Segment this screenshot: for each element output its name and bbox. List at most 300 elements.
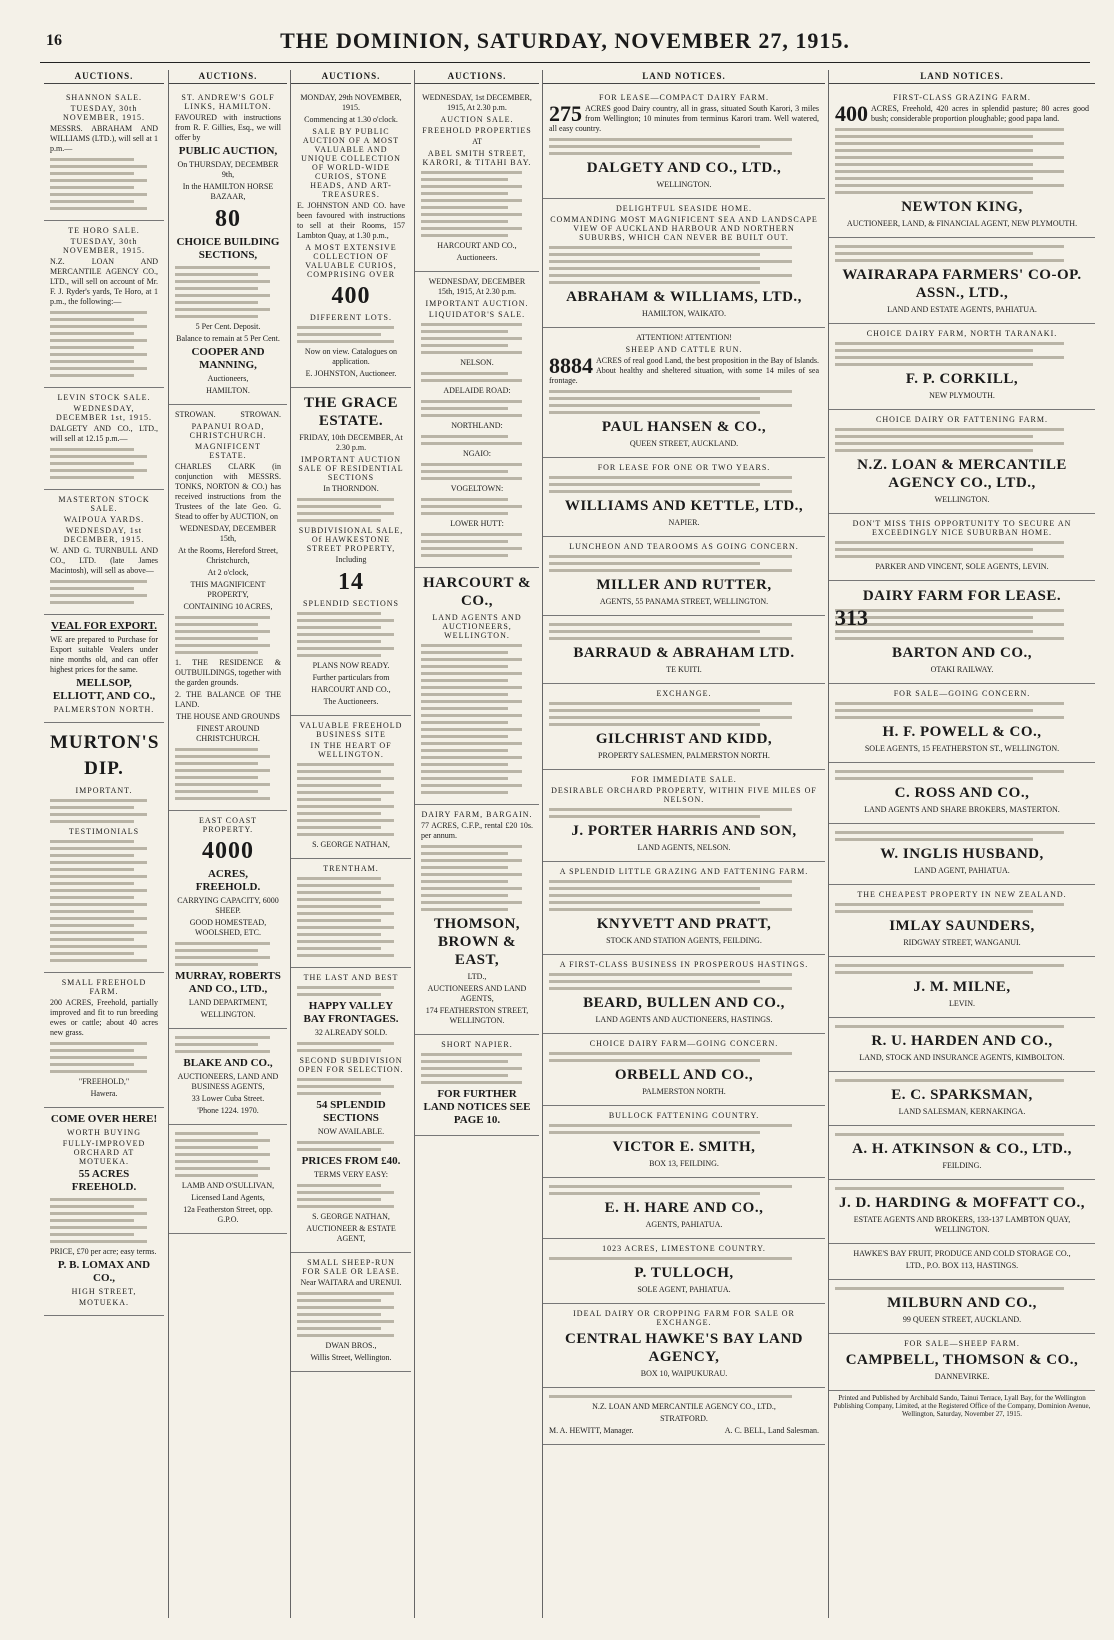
ad-fine-print bbox=[421, 1053, 533, 1084]
column-land-notices bbox=[542, 70, 825, 1618]
ad-grazing-farm bbox=[543, 862, 825, 955]
ad-feilding-atkinson bbox=[829, 1126, 1095, 1180]
ad-subtitle: SPLENDID SECTIONS bbox=[303, 599, 399, 608]
ad-subtitle: IMPORTANT. bbox=[75, 786, 133, 795]
ad-fine-print bbox=[50, 448, 158, 479]
ad-fine-print bbox=[297, 326, 405, 343]
ad-karori-auction bbox=[415, 88, 539, 272]
ad-fine-print bbox=[835, 1133, 1089, 1136]
ad-place: Hawera. bbox=[90, 1089, 118, 1098]
ad-date: WEDNESDAY, DECEMBER 1st, 1915. bbox=[56, 404, 152, 422]
ad-detail: AT bbox=[472, 137, 482, 146]
advertiser-name: S. GEORGE NATHAN, bbox=[312, 1212, 390, 1221]
ad-subtitle: IN THE HEART OF WELLINGTON. bbox=[310, 741, 392, 759]
column-header: LAND NOTICES. bbox=[829, 70, 1095, 84]
acre-count: 313 bbox=[835, 605, 868, 630]
ad-title: VEAL FOR EXPORT. bbox=[50, 620, 158, 632]
ad-subtitle: WORTH BUYING bbox=[67, 1128, 141, 1137]
ad-title: EAST COAST PROPERTY. bbox=[198, 816, 258, 834]
ad-fine-print bbox=[835, 1187, 1089, 1190]
ad-fine-print bbox=[297, 877, 405, 957]
advertiser-name: W. INGLIS HUSBAND, bbox=[880, 846, 1044, 862]
ad-title: SMALL SHEEP-RUN FOR SALE OR LEASE. bbox=[302, 1258, 400, 1276]
ad-masterton-stock-sale bbox=[44, 490, 164, 615]
advertiser-role: AUCTIONEERS, LAND AND BUSINESS AGENTS, bbox=[177, 1072, 279, 1091]
ad-fine-print bbox=[50, 158, 158, 210]
ad-title: DAIRY FARM FOR LEASE. bbox=[862, 588, 1062, 604]
ad-subtitle: A MOST EXTENSIVE COLLECTION OF VALUABLE CURIOS, COMPRISING OVER bbox=[305, 243, 397, 279]
advertiser-town: WELLINGTON. bbox=[934, 495, 990, 504]
ad-date: WEDNESDAY, 1st DECEMBER, 1915, At 2.30 p.m. bbox=[422, 93, 532, 112]
advertiser-role: AUCTIONEERS AND LAND AGENTS, bbox=[427, 984, 527, 1003]
ad-terms: 5 Per Cent. Deposit. bbox=[195, 322, 261, 331]
ad-kimbolton bbox=[829, 1018, 1095, 1072]
ad-date: WEDNESDAY, 1st DECEMBER, 1915. bbox=[63, 526, 145, 544]
ad-title: SHEEP AND CATTLE RUN. bbox=[625, 345, 743, 354]
ad-subtitle: HAPPY VALLEY BAY FRONTAGES. bbox=[303, 1000, 399, 1025]
advertiser-name: THOMSON, BROWN & EAST, bbox=[433, 916, 521, 968]
ad-levin-milne bbox=[829, 957, 1095, 1018]
ad-body: 200 ACRES, Freehold, partially improved and fit to run breeding ewes or cattle; about 40 acres new grass. bbox=[50, 998, 158, 1037]
advertiser-role: LAND AGENTS AND AUCTIONEERS, HASTINGS. bbox=[595, 1015, 773, 1024]
advertiser-role: Auctioneers, bbox=[207, 374, 249, 383]
ad-trentham bbox=[291, 859, 411, 968]
ad-fine-print bbox=[835, 831, 1089, 841]
column-4 bbox=[414, 70, 539, 1618]
column-header: AUCTIONS. bbox=[291, 70, 411, 84]
ad-subtitle: PUBLIC AUCTION, bbox=[178, 145, 278, 157]
ad-lambton-quay bbox=[829, 1180, 1095, 1244]
ad-title: EXCHANGE. bbox=[656, 689, 712, 698]
ad-fine-print bbox=[175, 1036, 281, 1053]
advertiser-role: AGENTS, PAHIATUA. bbox=[645, 1220, 723, 1229]
ad-title: 1023 ACRES, LIMESTONE COUNTRY. bbox=[602, 1244, 766, 1253]
ad-subtitle: SECOND SUBDIVISION OPEN FOR SELECTION. bbox=[298, 1056, 404, 1074]
ad-subtitle: PAPANUI ROAD, CHRISTCHURCH. bbox=[189, 422, 267, 440]
advertiser-name: LAMB AND O'SULLIVAN, bbox=[181, 1181, 275, 1190]
page-number: 16 bbox=[46, 32, 62, 49]
ad-title: CHOICE DAIRY FARM, NORTH TARANAKI. bbox=[866, 329, 1058, 338]
ad-dairy-bargain bbox=[415, 805, 539, 1035]
ad-seaside-home bbox=[543, 199, 825, 328]
ad-fine-print bbox=[835, 245, 1089, 262]
ad-place: In THORNDON. bbox=[323, 484, 379, 493]
ad-body: CHARLES CLARK (in conjunction with MESSRS. TONKS, NORTON & CO.) has received instructions from the Trustees of the late Geo. G. Stead to offer by AUCTION, on bbox=[175, 462, 281, 521]
ad-title: BULLOCK FATTENING COUNTRY. bbox=[608, 1111, 760, 1120]
advertiser-role: SOLE AGENT, PAHIATUA. bbox=[637, 1285, 731, 1294]
ad-subtitle: WAIPOUA YARDS. bbox=[63, 515, 145, 524]
ad-golf-links bbox=[169, 88, 287, 405]
locality: LOWER HUTT: bbox=[450, 519, 504, 528]
advertiser-name: E. H. HARE AND CO., bbox=[604, 1200, 764, 1216]
ad-fine-print bbox=[297, 763, 405, 836]
ad-nelson-orchard bbox=[543, 770, 825, 862]
ad-title: LUNCHEON AND TEAROOMS AS GOING CONCERN. bbox=[569, 542, 799, 551]
advertiser-name: CAMPBELL, THOMSON & CO., bbox=[845, 1352, 1079, 1368]
column-2 bbox=[168, 70, 287, 1618]
ad-fine-print bbox=[297, 1292, 405, 1337]
advertiser-name: WAIRARAPA FARMERS' CO-OP. ASSN., LTD., bbox=[842, 267, 1082, 301]
see-also-note: FOR FURTHER LAND NOTICES SEE PAGE 10. bbox=[423, 1088, 531, 1126]
ad-title: THE LAST AND BEST bbox=[303, 973, 399, 982]
advertiser-name: PARKER AND VINCENT, SOLE AGENTS, LEVIN. bbox=[875, 562, 1049, 571]
advertiser-name: BEARD, BULLEN AND CO., bbox=[583, 995, 785, 1011]
ad-auckland-milburn bbox=[829, 1280, 1095, 1334]
ad-body: ACRES of real good Land, the best proposition in the Bay of Islands. About healthy and sheltered situation, with some 14 miles of sea frontage. bbox=[549, 356, 819, 385]
ad-body: N.Z. LOAN AND MERCANTILE AGENCY CO., LTD., will sell on account of Mr. F. J. Ryder's yards, Te Horo, at 1 p.m., the following:— bbox=[50, 257, 158, 306]
ad-acres: 55 ACRES FREEHOLD. bbox=[71, 1168, 137, 1193]
ad-title: MASTERTON STOCK SALE. bbox=[58, 495, 150, 513]
ad-title: CHOICE DAIRY FARM—GOING CONCERN. bbox=[589, 1039, 779, 1048]
lot-2: 2. THE BALANCE OF THE LAND. bbox=[175, 690, 281, 709]
advertiser-role: LAND DEPARTMENT, bbox=[188, 998, 268, 1007]
ad-detail: CARRYING CAPACITY, 6000 SHEEP. bbox=[177, 896, 279, 915]
advertiser-name: DALGETY AND CO., LTD., bbox=[586, 160, 782, 176]
advertiser-name: S. GEORGE NATHAN, bbox=[312, 840, 390, 849]
ad-grazing-farm-400 bbox=[829, 88, 1095, 238]
advertiser-name: BARTON AND CO., bbox=[891, 645, 1033, 661]
salesman-name: A. C. BELL, Land Salesman. bbox=[724, 1426, 819, 1435]
ad-hawkes-bay-fruit bbox=[829, 1244, 1095, 1280]
advertiser-phone: 'Phone 1224. 1970. bbox=[197, 1106, 259, 1115]
ad-note: PLANS NOW READY. bbox=[312, 661, 390, 670]
ad-come-over-here bbox=[44, 1108, 164, 1316]
ad-fine-print bbox=[835, 1079, 1089, 1082]
ad-fine-print bbox=[549, 246, 819, 284]
lot-1: 1. THE RESIDENCE & OUTBUILDINGS, together with the garden grounds. bbox=[175, 658, 281, 687]
ad-body: W. AND G. TURNBULL AND CO., LTD. (late James Macintosh), will sell as above— bbox=[50, 546, 158, 575]
ad-terms: TERMS VERY EASY: bbox=[314, 1170, 388, 1179]
ad-date: MONDAY, 29th NOVEMBER, 1915. bbox=[300, 93, 402, 112]
ad-title: TE HORO SALE. bbox=[68, 226, 140, 235]
advertiser-name: N.Z. LOAN AND MERCANTILE AGENCY CO., LTD., bbox=[592, 1402, 776, 1411]
ad-title: COME OVER HERE! bbox=[50, 1113, 158, 1125]
advertiser-name: J. M. MILNE, bbox=[913, 979, 1011, 995]
ad-fine-print bbox=[421, 644, 533, 794]
ad-fine-print bbox=[549, 702, 819, 726]
advertiser-name: A. H. ATKINSON & CO., LTD., bbox=[852, 1141, 1072, 1157]
strowan-labels bbox=[175, 410, 281, 420]
ad-business-site bbox=[291, 716, 411, 859]
ad-body: 77 ACRES, C.F.P., rental £20 10s. per annum. bbox=[421, 821, 533, 840]
advertiser-suffix: LTD., bbox=[467, 972, 487, 981]
ad-fine-print bbox=[50, 1198, 158, 1243]
ad-place: In the HAMILTON HORSE BAZAAR, bbox=[182, 182, 274, 201]
advertiser-role: LAND AGENTS AND SHARE BROKERS, MASTERTON. bbox=[864, 805, 1060, 814]
ad-date: FRIDAY, 10th DECEMBER, At 2.30 p.m. bbox=[299, 433, 403, 452]
ad-title: A SPLENDID LITTLE GRAZING AND FATTENING FARM. bbox=[559, 867, 809, 876]
advertiser-address: BOX 10, WAIPUKURAU. bbox=[640, 1369, 728, 1378]
ad-subtitle: DESIRABLE ORCHARD PROPERTY, WITHIN FIVE MILES OF NELSON. bbox=[551, 786, 817, 804]
advertiser-town: HAMILTON. bbox=[206, 386, 250, 395]
ad-place: Near WAITARA and URENUI. bbox=[300, 1278, 402, 1287]
contacts bbox=[549, 1426, 819, 1436]
ad-fine-print bbox=[175, 266, 281, 318]
ad-fine-print bbox=[549, 1185, 819, 1195]
advertiser-town: FEILDING. bbox=[942, 1161, 982, 1170]
advertiser-address: BOX 13, FEILDING. bbox=[649, 1159, 719, 1168]
ad-title: DELIGHTFUL SEASIDE HOME. bbox=[616, 204, 752, 213]
ad-fine-print bbox=[421, 171, 533, 237]
advertiser-town: OTAKI RAILWAY. bbox=[930, 665, 994, 674]
column-header: AUCTIONS. bbox=[169, 70, 287, 84]
ad-fine-print bbox=[297, 986, 405, 996]
ad-fine-print bbox=[50, 311, 158, 377]
advertiser-town: TE KUITI. bbox=[666, 665, 702, 674]
ad-subtitle: SUBDIVISIONAL SALE, Of HAWKESTONE STREET PROPERTY, bbox=[298, 526, 404, 553]
advertiser-name: R. U. HARDEN AND CO., bbox=[871, 1033, 1053, 1049]
advertiser-name: GILCHRIST AND KIDD, bbox=[595, 731, 773, 747]
advertiser-role: PROPERTY SALESMEN, PALMERSTON NORTH. bbox=[598, 751, 770, 760]
advertiser-role: LAND, STOCK AND INSURANCE AGENTS, KIMBOLTON. bbox=[859, 1053, 1065, 1062]
ad-title: SHANNON SALE. bbox=[65, 93, 143, 102]
advertiser-role: STOCK AND STATION AGENTS, FEILDING. bbox=[606, 936, 762, 945]
ad-grace-estate bbox=[291, 388, 411, 716]
advertiser-name: PAUL HANSEN & CO., bbox=[601, 419, 767, 435]
advertiser-name: BARRAUD & ABRAHAM LTD. bbox=[573, 645, 795, 661]
ad-veal-for-export bbox=[44, 615, 164, 723]
section-count: 14 bbox=[338, 569, 364, 595]
ad-signature: "FREEHOLD," bbox=[78, 1077, 130, 1086]
ad-murtons-dip bbox=[44, 723, 164, 973]
ad-body: ACRES, Freehold, 420 acres in splendid pasture; 80 acres good bush; considerable proportion ploughable; good papa land. bbox=[871, 104, 1089, 123]
ad-title: CHOICE DAIRY OR FATTENING FARM. bbox=[876, 415, 1048, 424]
advertiser-address: LTD., P.O. BOX 113, HASTINGS. bbox=[905, 1261, 1019, 1270]
ad-fine-print bbox=[835, 770, 1089, 780]
ad-price: PRICES FROM £40. bbox=[301, 1155, 401, 1167]
ad-hastings-business bbox=[543, 955, 825, 1034]
ad-detail: GOOD HOMESTEAD, WOOLSHED, ETC. bbox=[189, 918, 267, 937]
ad-short-napier bbox=[415, 1035, 539, 1136]
advertiser-town: MOTUEKA. bbox=[79, 1298, 129, 1307]
ad-fine-print bbox=[549, 138, 819, 155]
column-header: AUCTIONS. bbox=[44, 70, 164, 84]
ad-fine-print bbox=[549, 476, 819, 493]
ad-sheep-run bbox=[291, 1253, 411, 1372]
advertiser-address: LAND AGENTS, NELSON. bbox=[637, 843, 731, 852]
ad-subtitle: IMPORTANT AUCTION SALE OF RESIDENTIAL SECTIONS bbox=[298, 455, 404, 482]
ad-fine-print bbox=[421, 845, 533, 911]
ad-fattening-farm bbox=[829, 410, 1095, 514]
ad-pahiatua bbox=[543, 1178, 825, 1239]
ad-time: Commencing at 1.30 o'clock. bbox=[304, 115, 398, 124]
advertiser-name: E. C. SPARKSMAN, bbox=[891, 1087, 1033, 1103]
advertiser-name: HARCOURT & CO., bbox=[423, 575, 531, 609]
acre-count: 400 bbox=[835, 101, 868, 126]
ad-choice-dairy bbox=[543, 1034, 825, 1106]
ad-going-concern bbox=[829, 684, 1095, 763]
advertiser-name: MILBURN AND CO., bbox=[887, 1295, 1037, 1311]
advertiser-role: LAND AGENTS AND AUCTIONEERS, WELLINGTON. bbox=[432, 613, 522, 640]
ad-time: At 2 o'clock, bbox=[207, 568, 249, 577]
ad-title: FOR LEASE—COMPACT DAIRY FARM. bbox=[599, 93, 769, 102]
ad-title: FOR SALE—GOING CONCERN. bbox=[893, 689, 1031, 698]
advertiser-address: 12a Featherston Street, opp. G.P.O. bbox=[183, 1205, 273, 1224]
attention-left: ATTENTION! bbox=[636, 333, 684, 342]
ad-exchange bbox=[543, 684, 825, 770]
ad-fine-print bbox=[175, 748, 281, 800]
advertiser-name: KNYVETT AND PRATT, bbox=[596, 916, 772, 932]
ad-blake bbox=[169, 1029, 287, 1125]
locality: NGAIO: bbox=[463, 449, 491, 458]
ad-subtitle: THE HOUSE AND GROUNDS bbox=[176, 712, 280, 721]
advertiser-town: LEVIN. bbox=[949, 999, 975, 1008]
ad-fine-print bbox=[835, 342, 1089, 366]
ad-happy-valley bbox=[291, 968, 411, 1253]
ad-fine-print bbox=[175, 1132, 281, 1177]
ad-subtitle: THIS MAGNIFICENT PROPERTY, bbox=[190, 580, 266, 599]
locality: ADELAIDE ROAD: bbox=[443, 386, 511, 395]
attention-labels bbox=[549, 333, 819, 343]
ad-sheep-cattle-run bbox=[543, 328, 825, 458]
advertiser-role: Auctioneers. bbox=[456, 253, 498, 262]
advertiser-name: P. B. LOMAX AND CO., bbox=[57, 1259, 151, 1284]
strowan-left: STROWAN. bbox=[175, 410, 216, 419]
advertiser-role: ESTATE AGENTS AND BROKERS, 133-137 LAMBTON QUAY, WELLINGTON. bbox=[853, 1215, 1071, 1234]
ad-subtitle: DIFFERENT LOTS. bbox=[310, 313, 392, 322]
advertiser-town: WELLINGTON. bbox=[656, 180, 712, 189]
page-title: THE DOMINION, SATURDAY, NOVEMBER 27, 1915. bbox=[280, 28, 850, 53]
ad-detail: Including bbox=[335, 555, 367, 564]
ad-cheapest-property bbox=[829, 885, 1095, 957]
ad-fine-print bbox=[297, 1078, 405, 1095]
ad-subtitle: LIQUIDATOR'S SALE. bbox=[428, 310, 526, 319]
ad-fine-print bbox=[175, 942, 281, 966]
ad-fine-print bbox=[421, 463, 533, 480]
ad-fine-print bbox=[421, 498, 533, 515]
ad-body: DALGETY AND CO., LTD., will sell at 12.15 p.m.— bbox=[50, 424, 158, 443]
column-header: LAND NOTICES. bbox=[543, 70, 825, 84]
ad-title: FOR IMMEDIATE SALE. bbox=[631, 775, 737, 784]
advertiser-address: HIGH STREET, bbox=[71, 1287, 137, 1296]
ad-stratford bbox=[543, 1388, 825, 1445]
ad-fine-print bbox=[835, 128, 1089, 194]
ad-lease-years bbox=[543, 458, 825, 537]
ad-subtitle: CHOICE BUILDING SECTIONS, bbox=[176, 236, 280, 261]
advertiser-name: P. TULLOCH, bbox=[634, 1265, 734, 1281]
ad-fine-print bbox=[50, 799, 158, 823]
ad-bullock-country bbox=[543, 1106, 825, 1178]
advertiser-name: HAWKE'S BAY FRUIT, PRODUCE AND COLD STORAGE CO., bbox=[853, 1249, 1071, 1258]
manager-name: M. A. HEWITT, Manager. bbox=[549, 1426, 634, 1435]
ad-fine-print bbox=[549, 1052, 819, 1062]
ad-subtitle: FREEHOLD PROPERTIES bbox=[422, 126, 532, 135]
ad-body: MESSRS. ABRAHAM AND WILLIAMS (LTD.), will sell at 1 p.m.— bbox=[50, 124, 158, 153]
ad-title: SMALL FREEHOLD FARM. bbox=[61, 978, 147, 996]
ad-terms: Balance to remain at 5 Per Cent. bbox=[176, 334, 280, 343]
ad-subtitle: MAGNIFICENT ESTATE. bbox=[194, 442, 262, 460]
ad-detail: 32 ALREADY SOLD. bbox=[314, 1028, 388, 1037]
ad-luncheon-tearooms bbox=[543, 537, 825, 616]
advertiser-town: STRATFORD. bbox=[660, 1414, 708, 1423]
ad-fine-print bbox=[835, 541, 1089, 558]
ad-fine-print bbox=[549, 880, 819, 911]
ad-title: LEVIN STOCK SALE. bbox=[57, 393, 151, 402]
ad-subtitle: CONTAINING 10 ACRES, bbox=[183, 602, 273, 611]
acre-count: 4000 bbox=[202, 838, 254, 864]
ad-note: Now on view. Catalogues on application. bbox=[304, 347, 398, 366]
advertiser-name: C. ROSS AND CO., bbox=[894, 785, 1030, 801]
advertiser-town: PALMERSTON NORTH. bbox=[642, 1087, 726, 1096]
ad-north-taranaki bbox=[829, 324, 1095, 410]
ad-lamb-osullivan bbox=[169, 1125, 287, 1234]
ad-fine-print bbox=[549, 1124, 819, 1134]
ad-subtitle: 54 SPLENDID SECTIONS bbox=[316, 1099, 386, 1124]
ad-date: WEDNESDAY, DECEMBER 15th, bbox=[179, 524, 277, 543]
acre-count: 275 bbox=[549, 101, 582, 126]
advertiser-name: ORBELL AND CO., bbox=[614, 1067, 754, 1083]
advertiser-role: Licensed Land Agents, bbox=[191, 1193, 265, 1202]
ad-suburban-home bbox=[829, 514, 1095, 581]
ad-curios-sale bbox=[291, 88, 411, 388]
ad-title: VALUABLE FREEHOLD BUSINESS SITE bbox=[299, 721, 403, 739]
advertiser-name: ABRAHAM & WILLIAMS, LTD., bbox=[566, 289, 802, 305]
advertiser-name: IMLAY SAUNDERS, bbox=[889, 918, 1035, 934]
column-7 bbox=[828, 70, 1095, 1618]
advertiser-role: The Auctioneers. bbox=[323, 697, 379, 706]
ad-title: FIRST-CLASS GRAZING FARM. bbox=[893, 93, 1031, 102]
column-header: AUCTIONS. bbox=[415, 70, 539, 84]
ad-date: TUESDAY, 30th NOVEMBER, 1915. bbox=[63, 237, 145, 255]
ad-title: MURTON'S DIP. bbox=[50, 732, 160, 779]
advertiser-name: HARCOURT AND CO., bbox=[437, 241, 517, 250]
ad-fine-print bbox=[297, 498, 405, 522]
advertiser-name: HARCOURT AND CO., bbox=[311, 685, 391, 694]
ad-fine-print bbox=[421, 533, 533, 557]
ad-fine-print bbox=[297, 612, 405, 657]
ad-shannon-sale bbox=[44, 88, 164, 221]
ad-sheep-farm bbox=[829, 1334, 1095, 1391]
ad-body: ACRES good Dairy country, all in grass, situated South Karori, 3 miles from Wellington; 10 minutes from terminus Karori tram. Well watered, all easy country. bbox=[549, 104, 819, 133]
ad-fine-print bbox=[297, 1141, 405, 1151]
ad-liquidators-sale bbox=[415, 272, 539, 568]
ad-detail: NOW AVAILABLE. bbox=[317, 1127, 385, 1136]
ad-title: DAIRY FARM, BARGAIN. bbox=[421, 810, 533, 819]
advertiser-town: DANNEVIRKE. bbox=[934, 1372, 990, 1381]
ad-body: FAVOURED with instructions from R. F. Gillies, Esq., we will offer by bbox=[175, 113, 281, 142]
ad-fine-print bbox=[549, 973, 819, 990]
ad-title: FOR LEASE FOR ONE OR TWO YEARS. bbox=[597, 463, 771, 472]
ad-fine-print bbox=[549, 623, 819, 640]
advertiser-name: WILLIAMS AND KETTLE, LTD., bbox=[564, 498, 804, 514]
ad-fine-print bbox=[50, 840, 158, 962]
advertiser-name: NEWTON KING, bbox=[901, 199, 1023, 215]
ad-title: IDEAL DAIRY OR CROPPING FARM FOR SALE OR EXCHANGE. bbox=[573, 1309, 795, 1327]
ad-title: FOR SALE—SHEEP FARM. bbox=[904, 1339, 1020, 1348]
column-1 bbox=[44, 70, 164, 1618]
advertiser-name: MILLER AND RUTTER, bbox=[596, 577, 772, 593]
advertiser-town: NEW PLYMOUTH. bbox=[929, 391, 995, 400]
ad-te-kuiti bbox=[543, 616, 825, 684]
ad-fine-print bbox=[835, 702, 1089, 719]
ad-fine-print bbox=[835, 903, 1089, 913]
advertiser-town: NAPIER. bbox=[668, 518, 700, 527]
ad-fine-print bbox=[50, 1042, 158, 1073]
ad-date: TUESDAY, 30th NOVEMBER, 1915. bbox=[63, 104, 145, 122]
ad-body: E. JOHNSTON AND CO. have been favoured with instructions to sell at their Rooms, 157 Lambton Quay, at 1.30 p.m., bbox=[297, 201, 405, 240]
ad-date: On THURSDAY, DECEMBER 9th, bbox=[177, 160, 279, 179]
advertiser-role: LAND SALESMAN, KERNAKINGA. bbox=[898, 1107, 1026, 1116]
ad-wairarapa-farmers bbox=[829, 238, 1095, 324]
advertiser-role: LAND AGENT, PAHIATUA. bbox=[914, 866, 1010, 875]
ad-subtitle: COMMANDING MOST MAGNIFICENT SEA AND LANDSCAPE VIEW OF AUCKLAND HARBOUR AND NORTHERN SUBURBS, WHICH CAN NEVER BE BUILT OUT. bbox=[550, 215, 818, 242]
ad-levin-stock-sale bbox=[44, 388, 164, 490]
ad-small-freehold-farm bbox=[44, 973, 164, 1108]
lot-count: 400 bbox=[331, 283, 371, 309]
advertiser-name: COOPER AND MANNING, bbox=[191, 346, 265, 371]
ad-note: Further particulars from bbox=[312, 673, 390, 682]
ad-title: DON'T MISS THIS OPPORTUNITY TO SECURE AN EXCEEDINGLY NICE SUBURBAN HOME. bbox=[852, 519, 1072, 537]
